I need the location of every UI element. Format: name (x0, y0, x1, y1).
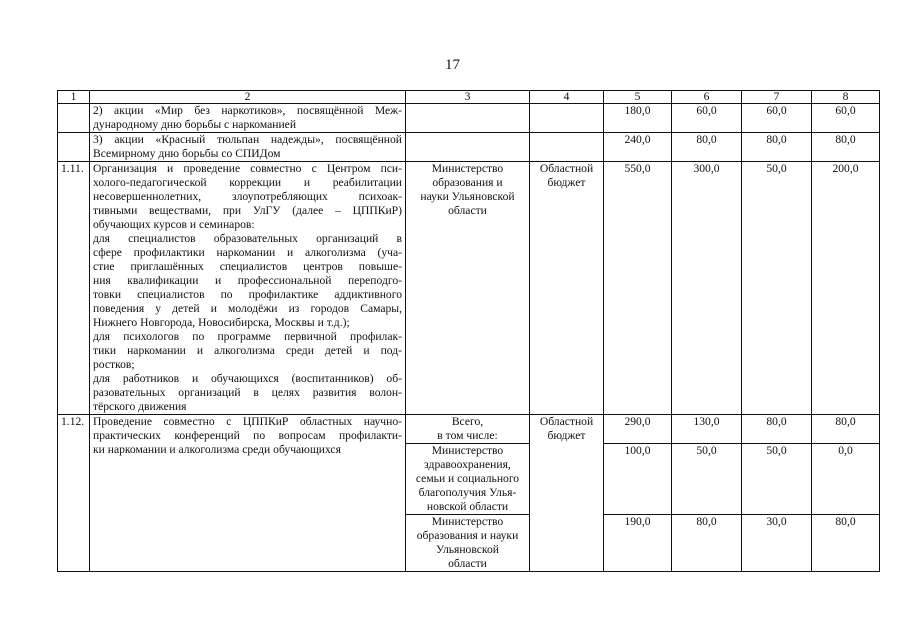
value-cell: 240,0 (604, 133, 672, 162)
executor-cell (406, 162, 530, 415)
text-line: бюджет (547, 176, 586, 189)
value-cell: 130,0 (672, 415, 742, 444)
text-line: ния квалификации и профессиональной переподго- (93, 274, 402, 287)
value-cell: 550,0 (604, 162, 672, 415)
header-cell: 6 (672, 91, 742, 104)
value-cell: 60,0 (672, 104, 742, 133)
executor-cell (406, 415, 530, 444)
header-cell: 4 (530, 91, 604, 104)
value-cell: 80,0 (672, 515, 742, 572)
description-cell (90, 133, 406, 162)
text-line: дународному дню борьбы с наркоманией (93, 118, 297, 131)
value-cell: 30,0 (742, 515, 812, 572)
text-line: ростков; (93, 358, 135, 371)
value-cell: 50,0 (742, 444, 812, 515)
value-cell: 300,0 (672, 162, 742, 415)
table-row (58, 104, 880, 133)
text-line: Всемирному дню борьбы со СПИДом (93, 147, 281, 160)
text-line: поведения у детей и молодёжи из городов Самары, (93, 302, 402, 315)
text-line: науки Ульяновской (420, 190, 515, 203)
description-cell (90, 162, 406, 415)
text-line: образования и (432, 176, 503, 189)
text-line: Областной (539, 162, 594, 175)
text-line: Всего, (451, 415, 484, 428)
text-line: Министерство (431, 162, 504, 175)
value-cell: 0,0 (812, 444, 880, 515)
table-row (58, 415, 880, 444)
value-cell: 190,0 (604, 515, 672, 572)
text-line: несовершеннолетних, злоупотребляющих психоак- (93, 190, 402, 203)
value-cell: 80,0 (742, 415, 812, 444)
description-cell (90, 104, 406, 133)
value-cell: 50,0 (742, 162, 812, 415)
executor-cell (406, 133, 530, 162)
funding-source-cell (530, 104, 604, 133)
value-cell: 80,0 (812, 515, 880, 572)
funding-source-cell (530, 162, 604, 415)
funding-source-cell (530, 133, 604, 162)
value-cell: 60,0 (812, 104, 880, 133)
text-line: холого-педагогической коррекции и реабилитации (93, 176, 402, 189)
value-cell: 50,0 (672, 444, 742, 515)
table-row (58, 162, 880, 415)
table-body (58, 91, 880, 572)
measures-table (57, 90, 880, 572)
text-line: здравоохранения, (424, 458, 511, 471)
executor-cell (406, 515, 530, 572)
text-line: новской области (426, 500, 509, 513)
text-line: Министерство (431, 444, 504, 457)
text-line: бюджет (547, 429, 586, 442)
row-number-cell (58, 104, 90, 133)
text-line: для работников и обучающихся (воспитанников) об- (93, 372, 402, 385)
text-line: обучающих курсов и семинаров: (93, 218, 255, 231)
value-cell: 80,0 (812, 133, 880, 162)
text-line: Ульяновской (436, 543, 499, 556)
text-line: Областной (539, 415, 594, 428)
text-line: для специалистов образовательных организаций в (93, 232, 402, 245)
table-row (58, 133, 880, 162)
text-line: семьи и социального (415, 472, 520, 485)
text-line: тивными веществами, при УлГУ (далее – ЦППКиР) (93, 204, 402, 217)
text-line: практических конференций по вопросам профилакти- (93, 429, 402, 442)
value-cell: 80,0 (812, 415, 880, 444)
value-cell: 180,0 (604, 104, 672, 133)
text-line: благополучия Улья- (418, 486, 517, 499)
header-cell: 1 (58, 91, 90, 104)
row-number-cell: 1.12. (58, 415, 90, 572)
page-number: 17 (445, 57, 460, 73)
header-cell: 8 (812, 91, 880, 104)
text-line: в том числе: (437, 429, 498, 442)
value-cell: 80,0 (672, 133, 742, 162)
text-line: Министерство (431, 515, 504, 528)
value-cell: 200,0 (812, 162, 880, 415)
description-cell (90, 415, 406, 572)
text-line: Проведение совместно с ЦППКиР областных научно- (93, 415, 402, 428)
text-line: для психологов по программе первичной профилак- (93, 330, 402, 343)
text-line: стие приглашённых специалистов центров повыше- (93, 260, 402, 273)
header-cell: 3 (406, 91, 530, 104)
text-line: ки наркомании и алкоголизма среди обучающихся (93, 443, 341, 456)
text-line: образования и науки (416, 529, 519, 542)
text-line: тёрского движения (93, 400, 187, 413)
text-line: области (448, 557, 487, 570)
header-cell: 5 (604, 91, 672, 104)
executor-cell (406, 444, 530, 515)
value-cell: 290,0 (604, 415, 672, 444)
funding-source-cell (530, 415, 604, 572)
text-line: области (448, 204, 487, 217)
text-line: тики наркомании и алкоголизма среди детей и под- (93, 344, 402, 357)
row-number-cell (58, 133, 90, 162)
header-cell: 2 (90, 91, 406, 104)
text-line: сфере профилактики наркомании и алкоголизма (уча- (93, 246, 402, 259)
text-line: Нижнего Новгорода, Новосибирска, Москвы и т.д.); (93, 316, 350, 329)
value-cell: 100,0 (604, 444, 672, 515)
header-row (58, 91, 880, 104)
row-number-cell: 1.11. (58, 162, 90, 415)
value-cell: 60,0 (742, 104, 812, 133)
header-cell: 7 (742, 91, 812, 104)
text-line: 2) акции «Мир без наркотиков», посвящённой Меж- (93, 104, 402, 117)
executor-cell (406, 104, 530, 133)
text-line: разовательных организаций в целях развития волон- (93, 386, 402, 399)
text-line: Организация и проведение совместно с Центром пси- (93, 162, 402, 175)
text-line: 3) акции «Красный тюльпан надежды», посвящённой (93, 133, 402, 146)
value-cell: 80,0 (742, 133, 812, 162)
text-line: товки специалистов по профилактике аддиктивного (93, 288, 402, 301)
